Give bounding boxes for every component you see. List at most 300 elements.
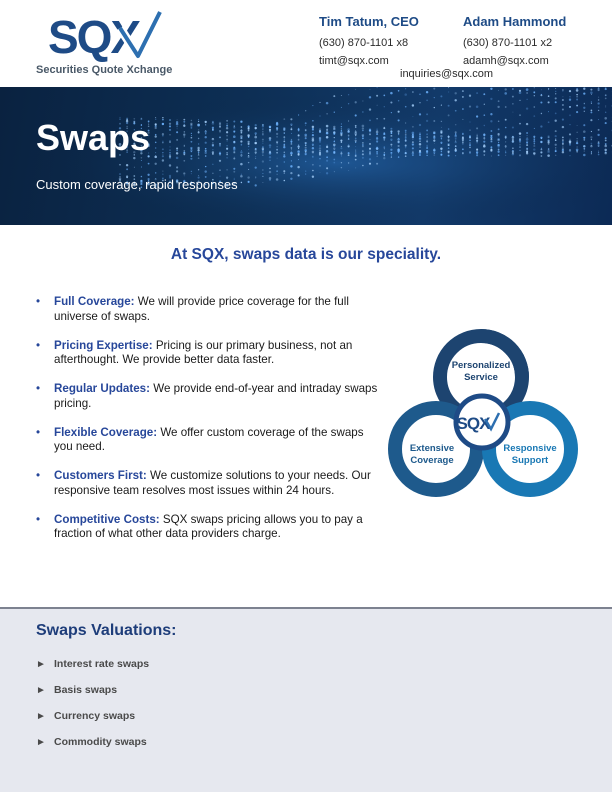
particle-dot	[162, 154, 163, 155]
particle-dot	[326, 172, 328, 174]
particle-dot	[205, 148, 207, 150]
particle-dot	[305, 143, 306, 144]
particle-dot	[526, 92, 528, 94]
particle-dot	[448, 105, 450, 107]
particle-dot	[212, 127, 214, 129]
particle-dot	[298, 154, 300, 156]
particle-dot	[398, 142, 400, 144]
label-right-line2: Support	[511, 455, 549, 466]
particle-dot	[205, 133, 206, 134]
particle-dot	[512, 150, 514, 152]
particle-dot	[326, 150, 328, 152]
particle-dot	[383, 147, 385, 149]
particle-dot	[377, 130, 378, 131]
particle-dot	[205, 121, 207, 123]
particle-dot	[469, 152, 471, 154]
particle-dot	[334, 140, 335, 141]
particle-dot	[448, 128, 450, 130]
particle-dot	[383, 118, 385, 120]
particle-dot	[440, 147, 442, 149]
triangle-right-icon: ►	[36, 711, 46, 722]
particle-dot	[484, 114, 486, 116]
particle-dot	[583, 92, 585, 94]
particle-dot	[162, 152, 163, 153]
particle-dot	[312, 147, 314, 149]
particle-dot	[377, 138, 378, 139]
particle-dot	[555, 88, 556, 89]
particle-dot	[248, 169, 249, 170]
particle-dot	[526, 138, 529, 141]
particle-dot	[391, 112, 392, 113]
particle-dot	[534, 95, 535, 96]
particle-dot	[448, 140, 449, 141]
banner-subtitle: Custom coverage, rapid responses	[36, 177, 238, 192]
particle-dot	[298, 134, 300, 136]
contact-email[interactable]: adamh@sqx.com	[463, 55, 549, 67]
particle-dot	[512, 126, 514, 128]
particle-dot	[426, 99, 428, 101]
particle-dot	[334, 171, 335, 172]
particle-dot	[533, 106, 535, 108]
particle-dot	[398, 156, 399, 157]
particle-dot	[426, 120, 428, 122]
particle-dot	[226, 135, 228, 137]
particle-dot	[226, 145, 228, 147]
particle-dot	[341, 130, 342, 131]
particle-dot	[398, 152, 399, 153]
particle-dot	[412, 116, 413, 117]
particle-dot	[348, 138, 349, 139]
particle-dot	[312, 170, 314, 172]
particle-dot	[183, 131, 185, 133]
particle-dot	[591, 94, 592, 95]
label-top-line1: Personalized	[451, 360, 511, 371]
particle-dot	[583, 148, 585, 150]
particle-dot	[362, 165, 364, 167]
particle-dot	[233, 151, 235, 153]
particle-dot	[348, 154, 350, 156]
particle-dot	[277, 174, 278, 175]
particle-dot	[598, 106, 599, 107]
particle-dot	[312, 137, 314, 139]
feature-item	[36, 382, 381, 411]
particle-dot	[441, 121, 442, 122]
particle-dot	[290, 123, 292, 125]
particle-dot	[362, 125, 365, 128]
feature-item	[36, 469, 381, 498]
particle-dot	[248, 156, 250, 158]
particle-dot	[205, 136, 207, 138]
particle-dot	[476, 137, 478, 139]
particle-dot	[412, 126, 414, 128]
particle-dot	[462, 133, 463, 134]
particle-dot	[583, 130, 586, 133]
feature-text: We will provide price coverage for the full universe of swaps.	[54, 295, 349, 323]
particle-dot	[377, 87, 378, 88]
particle-dot	[262, 131, 263, 132]
particle-dot	[519, 154, 520, 155]
particle-dot	[369, 158, 371, 160]
particle-dot	[490, 120, 492, 122]
particle-dot	[398, 111, 400, 113]
particle-dot	[390, 135, 392, 137]
particle-dot	[212, 149, 213, 150]
particle-dot	[191, 133, 192, 134]
particle-dot	[476, 105, 479, 108]
particle-dot	[277, 146, 278, 147]
particle-dot	[498, 154, 500, 156]
contact-card-ceo	[319, 14, 419, 70]
particle-dot	[240, 135, 242, 137]
particle-dot	[598, 110, 599, 111]
particle-dot	[405, 88, 406, 89]
particle-dot	[248, 181, 249, 182]
particle-dot	[183, 160, 185, 162]
contact-email[interactable]: timt@sqx.com	[319, 55, 389, 67]
particle-dot	[519, 140, 521, 142]
particle-dot	[483, 150, 485, 152]
particle-dot	[512, 136, 514, 138]
particle-dot	[162, 117, 163, 118]
particle-dot	[219, 122, 221, 124]
particle-dot	[583, 145, 585, 147]
particle-dot	[476, 115, 478, 117]
particle-dot	[533, 148, 535, 150]
particle-dot	[191, 120, 192, 121]
particle-dot	[469, 144, 471, 146]
bullet-icon: •	[36, 338, 41, 352]
particle-dot	[212, 122, 215, 125]
particle-dot	[226, 148, 228, 150]
particle-dot	[369, 133, 370, 134]
particle-dot	[326, 102, 329, 105]
particle-dot	[305, 147, 307, 149]
particle-dot	[462, 152, 464, 154]
particle-dot	[555, 101, 557, 103]
particle-dot	[404, 93, 407, 96]
particle-dot	[291, 127, 292, 128]
particle-dot	[319, 152, 321, 154]
particle-dot	[555, 93, 556, 94]
particle-dot	[119, 173, 121, 175]
particle-dot	[440, 135, 443, 138]
particle-dot	[605, 105, 606, 106]
particle-dot	[505, 138, 506, 139]
particle-dot	[305, 174, 306, 175]
particle-dot	[598, 145, 599, 146]
particle-dot	[240, 121, 242, 123]
particle-dot	[362, 134, 365, 137]
particle-dot	[320, 116, 321, 117]
particle-dot	[176, 152, 178, 154]
particle-dot	[412, 104, 414, 106]
particle-dot	[591, 143, 593, 145]
logo-wordmark: SQX	[48, 11, 140, 63]
particle-dot	[419, 140, 421, 142]
particle-dot	[198, 129, 199, 130]
particle-dot	[198, 169, 199, 170]
particle-dot	[197, 149, 199, 151]
particle-dot	[191, 171, 192, 172]
particle-dot	[190, 127, 192, 129]
particle-dot	[333, 159, 335, 161]
particle-dot	[155, 147, 156, 148]
particle-dot	[234, 157, 235, 158]
particle-dot	[155, 123, 157, 125]
particle-dot	[269, 152, 272, 155]
particle-dot	[341, 95, 342, 96]
particle-dot	[276, 165, 278, 167]
particle-dot	[419, 93, 421, 95]
particle-dot	[262, 155, 263, 156]
particle-dot	[505, 106, 507, 108]
particle-dot	[448, 135, 449, 136]
particle-dot	[605, 122, 607, 124]
particle-dot	[141, 167, 142, 168]
particle-dot	[576, 150, 578, 152]
particle-dot	[591, 145, 592, 146]
particle-dot	[198, 121, 199, 122]
particle-dot	[512, 147, 514, 149]
particle-dot	[269, 177, 272, 180]
particle-dot	[326, 167, 328, 169]
particle-dot	[170, 146, 171, 147]
particle-dot	[391, 152, 393, 154]
particle-dot	[198, 153, 199, 154]
particle-dot	[205, 166, 206, 167]
particle-dot	[262, 153, 263, 154]
particle-dot	[369, 151, 371, 153]
valuation-label: Basis swaps	[54, 684, 118, 696]
particle-dot	[305, 137, 307, 139]
particle-dot	[519, 144, 521, 146]
particle-dot	[355, 152, 356, 153]
particle-dot	[205, 130, 206, 131]
particle-dot	[241, 182, 242, 183]
particle-dot	[355, 114, 357, 116]
particle-dot	[455, 134, 457, 136]
particle-dot	[562, 148, 564, 150]
particle-dot	[562, 96, 563, 97]
particle-dot	[405, 123, 406, 124]
feature-term: Regular Updates:	[54, 382, 150, 395]
particle-dot	[298, 148, 299, 149]
services-venn-diagram	[385, 318, 580, 503]
particle-dot	[591, 131, 592, 132]
section-headline: At SQX, swaps data is our speciality.	[170, 246, 442, 263]
particle-dot	[541, 148, 542, 149]
particle-dot	[148, 163, 150, 165]
particle-dot	[362, 150, 363, 151]
particle-dot	[576, 94, 578, 96]
particle-dot	[377, 147, 378, 148]
particle-dot	[490, 88, 492, 90]
particle-dot	[255, 158, 256, 159]
particle-dot	[176, 157, 179, 160]
particle-dot	[598, 129, 600, 131]
particle-dot	[348, 162, 349, 163]
particle-dot	[548, 140, 550, 142]
particle-dot	[469, 142, 470, 143]
particle-dot	[440, 132, 442, 134]
particle-dot	[426, 150, 428, 152]
particle-dot	[341, 152, 342, 153]
particle-dot	[204, 170, 206, 172]
particle-dot	[355, 127, 357, 129]
particle-dot	[405, 106, 407, 108]
particle-dot	[183, 172, 185, 174]
particle-dot	[270, 147, 271, 148]
logo-tagline: Securities Quote Xchange	[36, 64, 173, 76]
particle-dot	[191, 151, 193, 153]
particle-dot	[555, 130, 557, 132]
particle-dot	[533, 136, 535, 138]
particle-dot	[291, 155, 292, 156]
particle-dot	[598, 154, 600, 156]
particle-dot	[476, 92, 478, 94]
particle-dot	[134, 167, 135, 168]
particle-dot	[390, 101, 392, 103]
particle-dot	[398, 150, 400, 152]
particle-dot	[312, 141, 313, 142]
particle-dot	[512, 96, 514, 98]
particle-dot	[162, 141, 163, 142]
particle-dot	[241, 126, 243, 128]
particle-dot	[512, 152, 514, 154]
particle-dot	[405, 150, 406, 151]
particle-dot	[547, 154, 550, 157]
particle-dot	[548, 88, 549, 89]
particle-dot	[305, 144, 306, 145]
particle-dot	[355, 155, 357, 157]
bullet-icon: •	[36, 295, 41, 308]
particle-dot	[455, 124, 456, 125]
particle-dot	[555, 138, 556, 139]
particle-dot	[341, 107, 342, 108]
particle-dot	[533, 145, 535, 147]
particle-dot	[126, 168, 128, 170]
feature-term: Pricing Expertise:	[54, 338, 153, 352]
contact-name: Adam Hammond	[463, 14, 567, 29]
particle-dot	[555, 120, 557, 122]
particle-dot	[191, 156, 192, 157]
particle-dot	[219, 143, 221, 145]
particle-dot	[498, 128, 500, 130]
particle-dot	[270, 151, 271, 152]
particle-dot	[604, 149, 607, 152]
particle-dot	[355, 125, 357, 127]
particle-dot	[562, 119, 564, 121]
particle-dot	[369, 129, 371, 131]
particle-dot	[526, 132, 528, 134]
particle-dot	[405, 130, 407, 132]
particle-dot	[505, 88, 507, 90]
particle-dot	[369, 108, 371, 110]
particle-dot	[541, 94, 542, 95]
particle-dot	[555, 97, 557, 99]
particle-dot	[434, 143, 435, 144]
particle-dot	[576, 142, 578, 144]
particle-dot	[448, 144, 450, 146]
particle-dot	[591, 151, 592, 152]
particle-dot	[219, 160, 221, 162]
particle-dot	[255, 176, 256, 177]
particle-dot	[398, 119, 400, 121]
particle-dot	[405, 147, 406, 148]
particle-dot	[419, 102, 420, 103]
particle-dot	[355, 159, 357, 161]
inquiries-email[interactable]: inquiries@sqx.com	[400, 68, 494, 80]
particle-dot	[384, 148, 385, 149]
particle-dot	[284, 161, 285, 162]
particle-dot	[183, 119, 185, 121]
particle-dot	[391, 131, 392, 132]
particle-dot	[540, 125, 542, 127]
feature-term: Competitive Costs:	[54, 512, 160, 526]
particle-dot	[490, 135, 492, 137]
particle-dot	[590, 136, 592, 138]
particle-dot	[469, 95, 471, 97]
features-list	[36, 295, 381, 556]
particle-dot	[376, 141, 377, 142]
particle-dot	[176, 150, 177, 151]
particle-dot	[304, 134, 307, 137]
particle-dot	[383, 132, 385, 134]
particle-dot	[269, 144, 272, 147]
particle-dot	[283, 129, 285, 131]
particle-dot	[369, 163, 371, 165]
particle-dot	[162, 155, 164, 157]
particle-dot	[169, 141, 171, 143]
particle-dot	[497, 133, 499, 135]
particle-dot	[305, 125, 306, 126]
particle-dot	[405, 137, 407, 139]
particle-dot	[369, 139, 370, 140]
bullet-icon: •	[36, 382, 41, 395]
particle-dot	[334, 141, 336, 143]
particle-dot	[590, 111, 592, 113]
particle-dot	[491, 138, 492, 139]
particle-dot	[312, 156, 313, 157]
particle-dot	[184, 146, 185, 147]
particle-dot	[462, 141, 463, 142]
center-logo-text: SQX	[456, 414, 490, 433]
particle-dot	[477, 153, 478, 154]
particle-dot	[255, 151, 257, 153]
particle-dot	[448, 152, 449, 153]
particle-dot	[312, 105, 313, 106]
bullet-icon: •	[36, 425, 41, 439]
particle-dot	[383, 95, 385, 97]
particle-dot	[498, 149, 499, 150]
particle-dot	[233, 157, 235, 159]
particle-dot	[219, 152, 221, 154]
particle-dot	[540, 101, 542, 103]
particle-dot	[605, 98, 607, 100]
particle-dot	[605, 95, 606, 96]
particle-dot	[426, 129, 427, 130]
particle-dot	[504, 92, 507, 95]
particle-dot	[555, 144, 557, 146]
particle-dot	[341, 123, 342, 124]
particle-dot	[519, 90, 521, 92]
particle-dot	[540, 151, 542, 153]
particle-dot	[312, 176, 314, 178]
particle-dot	[604, 152, 607, 155]
bullet-icon: •	[36, 469, 41, 482]
particle-dot	[591, 153, 592, 154]
particle-dot	[562, 104, 564, 106]
